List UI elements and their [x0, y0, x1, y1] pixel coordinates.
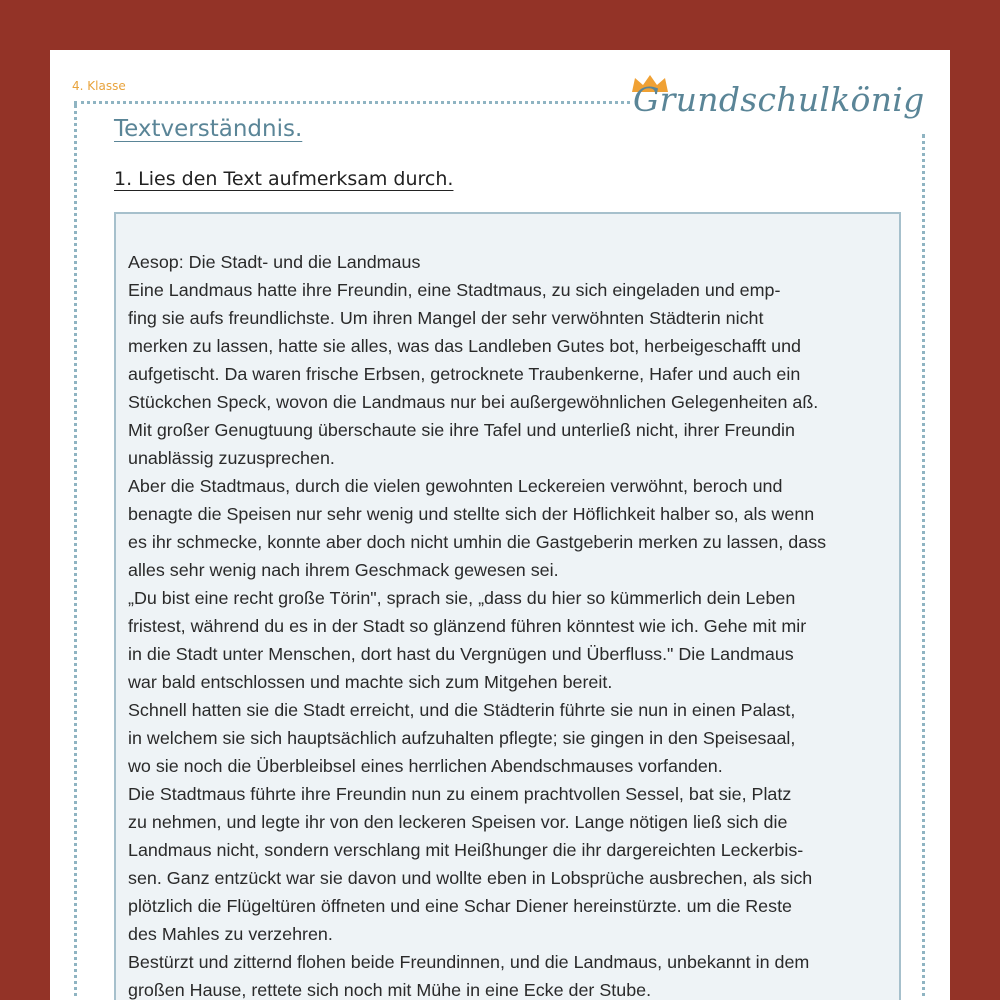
story-line: Schnell hatten sie die Stadt erreicht, und die Städterin führte sie nun in einen Palast, [128, 700, 796, 720]
story-line: großen Hause, rettete sich noch mit Mühe in eine Ecke der Stube. [128, 980, 652, 1000]
story-line: Aesop: Die Stadt- und die Landmaus [128, 252, 421, 272]
dotted-rule-right [922, 134, 925, 1000]
story-line: zu nehmen, und legte ihr von den leckeren Speisen vor. Lange nötigen ließ sich die [128, 812, 788, 832]
story-line: es ihr schmecke, konnte aber doch nicht umhin die Gastgeberin merken zu lassen, dass [128, 532, 827, 552]
story-line: wo sie noch die Überbleibsel eines herrlichen Abendschmauses vorfanden. [128, 756, 723, 776]
grade-label: 4. Klasse [72, 79, 126, 93]
story-line: „Du bist eine recht große Törin", sprach sie, „dass du hier so kümmerlich dein Leben [128, 588, 796, 608]
story-text [128, 248, 900, 1000]
story-line: Aber die Stadtmaus, durch die vielen gewohnten Leckereien verwöhnt, beroch und [128, 476, 783, 496]
story-line: fing sie aufs freundlichste. Um ihren Mangel der sehr verwöhnten Städterin nicht [128, 308, 764, 328]
dotted-rule-left [74, 104, 77, 1000]
story-line: des Mahles zu verzehren. [128, 924, 333, 944]
dotted-rule-top [74, 101, 630, 104]
story-line: Stückchen Speck, wovon die Landmaus nur bei außergewöhnlichen Gelegenheiten aß. [128, 392, 819, 412]
story-line: unablässig zuzusprechen. [128, 448, 335, 468]
section-title: Textverständnis. [114, 116, 303, 142]
story-line: in die Stadt unter Menschen, dort hast du Vergnügen und Überfluss." Die Landmaus [128, 644, 794, 664]
story-line: aufgetischt. Da waren frische Erbsen, getrocknete Traubenkerne, Hafer und auch ein [128, 364, 801, 384]
worksheet-page [50, 50, 950, 1000]
story-line: fristest, während du es in der Stadt so glänzend führen könntest wie ich. Gehe mit mir [128, 616, 807, 636]
story-line: sen. Ganz entzückt war sie davon und wollte eben in Lobsprüche ausbrechen, als sich [128, 868, 813, 888]
story-line: merken zu lassen, hatte sie alles, was das Landleben Gutes bot, herbeigeschafft und [128, 336, 801, 356]
brand-logo: Grundschulkönig [633, 80, 925, 119]
story-line: Bestürzt und zitternd flohen beide Freundinnen, und die Landmaus, unbekannt in dem [128, 952, 810, 972]
story-line: alles sehr wenig nach ihrem Geschmack gewesen sei. [128, 560, 559, 580]
story-line: plötzlich die Flügeltüren öffneten und eine Schar Diener hereinstürzte. um die Reste [128, 896, 792, 916]
task-instruction: 1. Lies den Text aufmerksam durch. [114, 168, 454, 190]
story-text-box [114, 212, 901, 1000]
story-line: in welchem sie sich hauptsächlich aufzuhalten pflegte; sie gingen in den Speisesaal, [128, 728, 796, 748]
story-line: Mit großer Genugtuung überschaute sie ihre Tafel und unterließ nicht, ihrer Freundin [128, 420, 795, 440]
story-line: Eine Landmaus hatte ihre Freundin, eine Stadtmaus, zu sich eingeladen und emp- [128, 280, 781, 300]
story-line: benagte die Speisen nur sehr wenig und stellte sich der Höflichkeit halber so, als wenn [128, 504, 815, 524]
story-line: Die Stadtmaus führte ihre Freundin nun zu einem prachtvollen Sessel, bat sie, Platz [128, 784, 792, 804]
story-line: Landmaus nicht, sondern verschlang mit Heißhunger die ihr dargereichten Leckerbis- [128, 840, 804, 860]
story-line: war bald entschlossen und machte sich zum Mitgehen bereit. [128, 672, 613, 692]
